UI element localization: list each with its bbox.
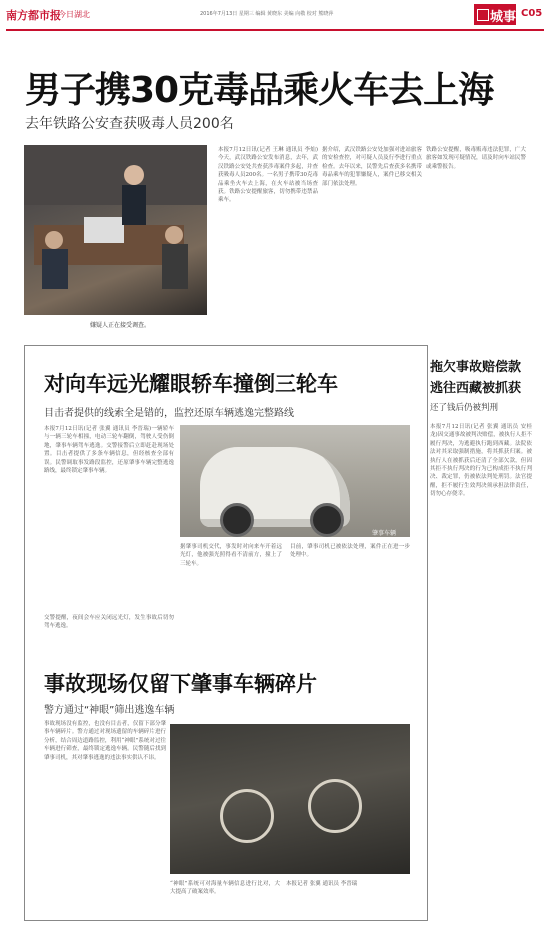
story2-subhead: 目击者提供的线索全是错的，监控还原车辆逃逸完整路线 xyxy=(44,408,294,419)
section-name: 城事 xyxy=(490,10,517,25)
story2-photo-caption: 肇事车辆 xyxy=(372,530,397,537)
story3-headline: 事故现场仅留下肇事车辆碎片 xyxy=(44,672,317,696)
story3-subhead: 警方通过“神眼”筛出逃逸车辆 xyxy=(44,705,175,716)
bicycle-wheel-image-2 xyxy=(308,779,362,833)
story4-headline-line2: 逃往西藏被抓获 xyxy=(430,381,522,396)
story2-column-2: 据肇事司机交代，事发时对向来车开着远光灯，他被强光照得看不清前方，撞上了三轮车。 xyxy=(180,544,282,567)
dateline: 2016年7月13日 星期三 编辑 黄晓东 美编 向敬 校对 熊晓萍 xyxy=(200,11,334,17)
story2-column-3: 目前，肇事司机已被依法处理，案件正在进一步处理中。 xyxy=(290,544,410,559)
masthead: 南方都市报 xyxy=(6,9,61,22)
story4-headline-line1: 拖欠事故赔偿款 xyxy=(430,360,522,375)
story1-photo-caption: 嫌疑人正在接受调查。 xyxy=(90,322,151,329)
interrogation-scene-image xyxy=(24,145,207,315)
car-wheel-rear xyxy=(310,503,344,537)
story2-photo xyxy=(180,425,410,537)
story3-column-2: “神眼”系统可对海量车辆信息进行比对，大大提高了破案效率。 xyxy=(170,881,280,896)
story3-photo xyxy=(170,724,410,874)
sub-masthead: 今日湖北 xyxy=(58,10,90,19)
car-wheel-front xyxy=(220,503,254,537)
header-rule xyxy=(6,29,544,31)
story4-subhead: 还了钱后仍被判刑 xyxy=(430,403,499,413)
story2-headline: 对向车远光耀眼轿车撞倒三轮车 xyxy=(44,372,338,396)
bicycle-wheel-image xyxy=(220,789,274,843)
story1-column-3: 铁路公安提醒，吸毒贩毒违法犯罪，广大旅客如发现可疑情况，请及时向车站民警或乘警报告。 xyxy=(426,147,526,170)
section-badge xyxy=(474,4,516,25)
story1-subhead: 去年铁路公安查获吸毒人员200名 xyxy=(25,116,234,132)
story1-photo xyxy=(24,145,207,315)
story1-column-2: 据介绍，武汉铁路公安处加强对进站旅客的安检查控，对可疑人员及行李进行重点检查。去年以来，民警先后查获多名携带毒品乘车的犯罪嫌疑人，案件已移交相关部门依法处理。 xyxy=(322,147,422,187)
story1-headline: 男子携30克毒品乘火车去上海 xyxy=(25,70,494,111)
story4-column-1: 本报7月12日讯(记者 张翼 通讯员 安桂龙)因交通事故被判决赔偿，被执行人拒不履行判决，为逃避执行跑到西藏。法院依法对其采取强制措施，将其抓获归案。被执行人在被抓获后还清了全部欠款，但因其拒不执行判决的行为已构成拒不执行判决、裁定罪，仍被依法判处刑罚。法官提醒，拒不履行生效判决须承担法律责任，切勿心存侥幸。 xyxy=(430,424,532,498)
story3-column-1: 事故现场没有监控，也没有目击者，仅留下部分肇事车辆碎片。警方通过对现场遗留的车辆碎片进行分析，结合周边道路监控，利用“神眼”系统对过往车辆进行筛查，最终锁定逃逸车辆。民警随后找到肇事司机，其对肇事逃逸的违法事实供认不讳。 xyxy=(44,721,166,761)
section-icon xyxy=(477,9,489,21)
story2-column-4: 交警提醒，夜间会车应关闭远光灯，发生事故后切勿驾车逃逸。 xyxy=(44,615,174,630)
story3-byline: 本报记者 张翼 通讯员 李晋瑞 xyxy=(286,881,358,887)
page-number: C05 xyxy=(521,8,543,19)
story1-column-1: 本报7月12日讯(记者 王琳 通讯员 李灿)今天，武汉铁路公安发布消息，去年，武汉铁路公安处共查获涉毒案件多起，并查获吸毒人员200名。一名男子携带30克毒品乘坐火车去上海，在火车站被当场查获。铁路公安提醒旅客，切勿携带违禁品乘车。 xyxy=(218,147,318,204)
story2-column-1: 本报7月12日讯(记者 张翼 通讯员 李晋瑞)一辆轿车与一辆三轮车相撞，电动三轮车翻倒，驾驶人受伤倒地，肇事车辆驾车逃逸。交警接警后立即赶赴现场处置。目击者提供了多条车辆信息，但经核查全部有误。民警调取事发路段监控，还原肇事车辆完整逃逸路线，最终锁定肇事车辆。 xyxy=(44,426,174,475)
